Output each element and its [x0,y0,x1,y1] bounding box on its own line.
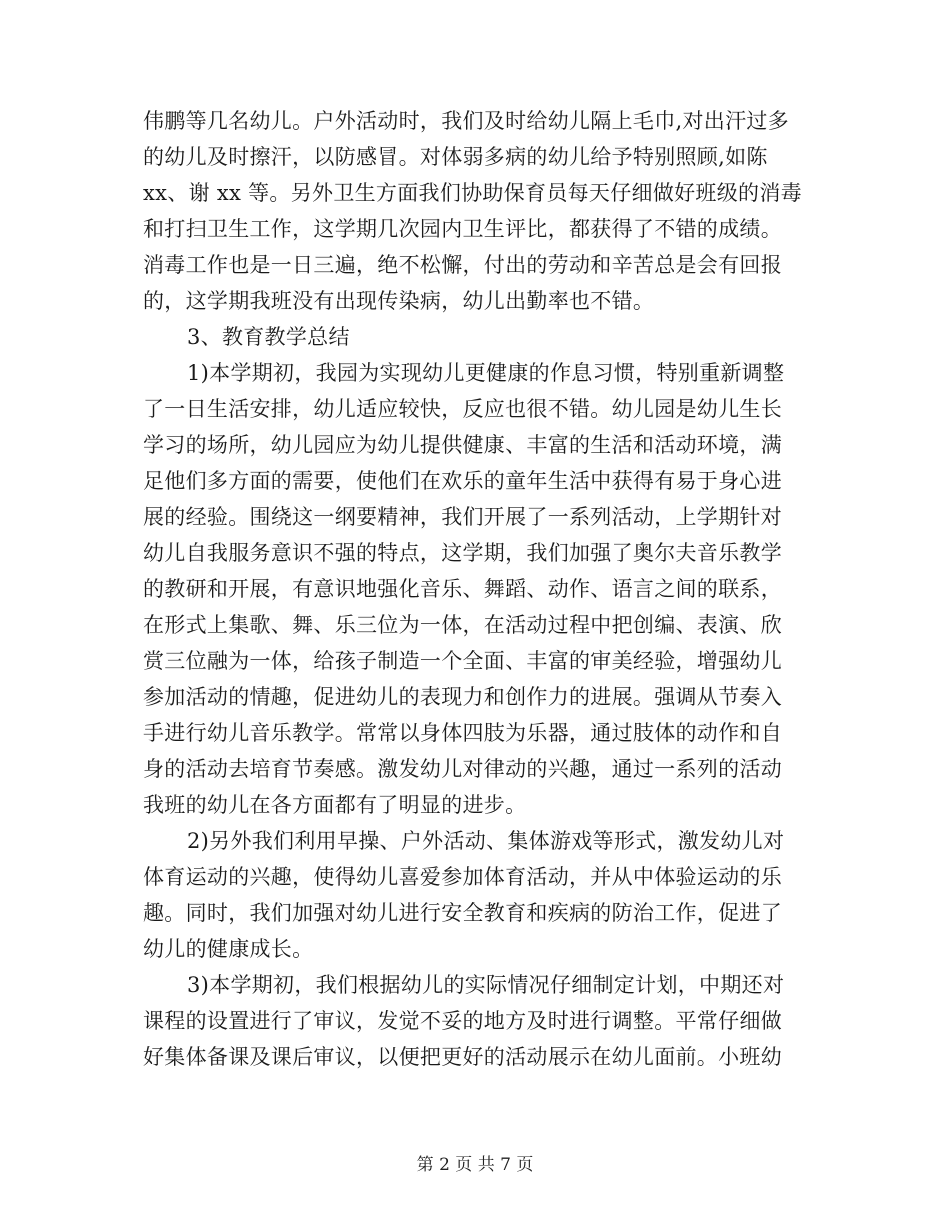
document-body [143,103,803,1075]
section-heading: 3、教育教学总结 [187,325,350,349]
text-line: 好集体备课及课后审议，以便把更好的活动展示在幼儿面前。小班幼 [143,1045,782,1069]
text-line: 和打扫卫生工作，这学期几次园内卫生评比，都获得了不错的成绩。 [143,217,782,241]
text-line: 幼儿的健康成长。 [143,937,314,961]
text-line: 我班的幼儿在各方面都有了明显的进步。 [143,793,527,817]
page-footer: 第 2 页 共 7 页 [416,1155,534,1175]
text-line: 消毒工作也是一日三遍，绝不松懈，付出的劳动和辛苦总是会有回报 [143,253,782,277]
paragraph-start: 1)本学期初，我园为实现幼儿更健康的作息习惯，特别重新调整 [187,361,785,385]
text-line: 学习的场所，幼儿园应为幼儿提供健康、丰富的生活和活动环境，满 [143,433,782,457]
text-line: 的教研和开展，有意识地强化音乐、舞蹈、动作、语言之间的联系， [143,577,782,601]
text-line: 手进行幼儿音乐教学。常常以身体四肢为乐器，通过肢体的动作和自 [143,721,782,745]
text-line: xx、谢 xx 等。另外卫生方面我们协助保育员每天仔细做好班级的消毒 [143,181,802,205]
paragraph-start: 3)本学期初，我们根据幼儿的实际情况仔细制定计划，中期还对 [187,973,785,997]
text-line: 展的经验。围绕这一纲要精神，我们开展了一系列活动，上学期针对 [143,505,782,529]
text-line: 了一日生活安排，幼儿适应较快，反应也很不错。幼儿园是幼儿生长 [143,397,782,421]
text-line: 在形式上集歌、舞、乐三位为一体，在活动过程中把创编、表演、欣 [143,613,782,637]
text-line: 课程的设置进行了审议，发觉不妥的地方及时进行调整。平常仔细做 [143,1009,782,1033]
paragraph-start: 2)另外我们利用早操、户外活动、集体游戏等形式，激发幼儿对 [187,829,785,853]
text-line: 身的活动去培育节奏感。激发幼儿对律动的兴趣，通过一系列的活动 [143,757,782,781]
text-line: 的，这学期我班没有出现传染病，幼儿出勤率也不错。 [143,289,655,313]
text-line: 体育运动的兴趣，使得幼儿喜爱参加体育活动，并从中体验运动的乐 [143,865,782,889]
text-line: 幼儿自我服务意识不强的特点，这学期，我们加强了奥尔夫音乐教学 [143,541,782,565]
text-line: 参加活动的情趣，促进幼儿的表现力和创作力的进展。强调从节奏入 [143,685,782,709]
text-line: 伟鹏等几名幼儿。户外活动时，我们及时给幼儿隔上毛巾,对出汗过多 [143,109,789,133]
text-line: 趣。同时，我们加强对幼儿进行安全教育和疾病的防治工作，促进了 [143,901,782,925]
text-line: 足他们多方面的需要，使他们在欢乐的童年生活中获得有易于身心进 [143,469,782,493]
text-line: 的幼儿及时擦汗，以防感冒。对体弱多病的幼儿给予特别照顾,如陈 [143,145,768,169]
text-line: 赏三位融为一体，给孩子制造一个全面、丰富的审美经验，增强幼儿 [143,649,782,673]
